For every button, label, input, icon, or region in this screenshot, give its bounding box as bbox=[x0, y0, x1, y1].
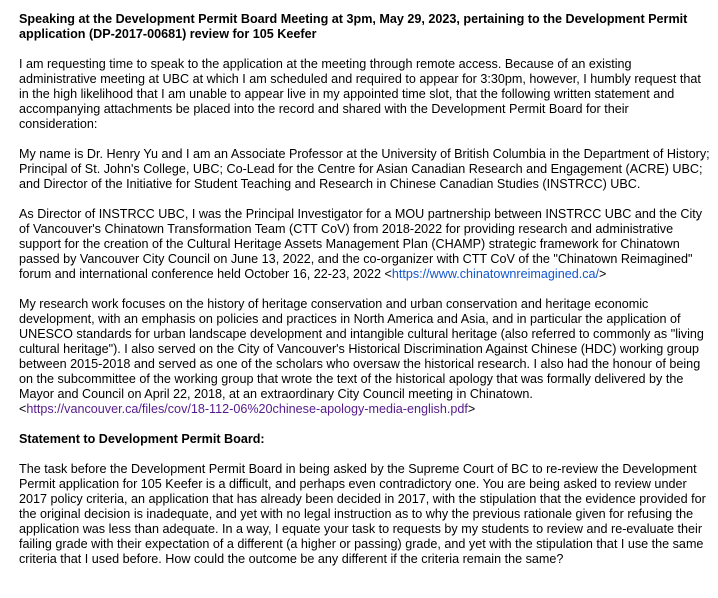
research-open: < bbox=[19, 402, 27, 416]
research-text: My research work focuses on the history of heritage conservation and urban conservation and heritage economic development, with an emphasis on policies and practices in North America and Asia, and in particular the application of UNESCO standards for urban landscape development and intangible cultural heritage (also referred to commonly as "living cultural heritage"). I also served on the City of Vancouver's Historical Discrimination Against Chinese (HDC) working group between 2015-2018 and served as one of the scholars who oversaw the historical research. I also had the honour of being on the subcommittee of the working group that wrote the text of the historical apology that was formally delivered by the Mayor and Council on April 22, 2018, at an extraordinary City Council meeting in Chinatown. bbox=[19, 297, 704, 401]
research-close: > bbox=[467, 402, 476, 416]
instrcc-text: As Director of INSTRCC UBC, I was the Principal Investigator for a MOU partnership between INSTRCC UBC and the City of Vancouver's Chinatown Transformation Team (CTT CoV) from 2018-2022 for providing research and administrative support for the creation of the Cultural Heritage Assets Management Plan (CHAMP) strategic framework for Chinatown passed by Vancouver City Council on June 13, 2022, and the co-organizer with CTT CoV of the "Chinatown Reimagined" forum and international conference held October 16, 22-23, 2022 < bbox=[19, 207, 703, 281]
document-title: Speaking at the Development Permit Board Meeting at 3pm, May 29, 2023, pertaining to the Development Permit application (DP-2017-00681) review for 105 Keefer bbox=[19, 12, 688, 41]
instrcc-close: > bbox=[599, 267, 607, 281]
research-paragraph bbox=[19, 297, 710, 417]
statement-heading: Statement to Development Permit Board: bbox=[19, 432, 265, 446]
instrcc-paragraph bbox=[19, 207, 710, 282]
statement-paragraph: The task before the Development Permit Board in being asked by the Supreme Court of BC to re-review the Development Permit application for 105 Keefer is a difficult, and perhaps even contradictory one. You are being asked to review under 2017 policy criteria, an application that has already been decided in 2017, with the stipulation that the evidence provided for the original decision is inadequate, and yet with no legal instruction as to why the previous rationale given for refusing the application was less than adequate. In a way, I equate your task to requests by my students to review and re-evaluate their failing grade with their expectation of a different (a higher or passing) grade, and yet with the stipulation that I use the same criteria that I used before. How could the outcome be any different if the criteria remain the same? bbox=[19, 462, 706, 566]
chinatown-reimagined-link[interactable]: https://www.chinatownreimagined.ca/ bbox=[391, 267, 600, 281]
apology-pdf-link[interactable]: https://vancouver.ca/files/cov/18-112-06%20chinese-apology-media-english.pdf bbox=[26, 402, 468, 416]
bio-paragraph: My name is Dr. Henry Yu and I am an Associate Professor at the University of British Columbia in the Department of History; Principal of St. John's College, UBC; Co-Lead for the Centre for Asian Canadian Research and Engagement (ACRE) UBC; and Director of the Initiative for Student Teaching and Research in Chinese Canadian Studies (INSTRCC) UBC. bbox=[19, 147, 710, 191]
intro-paragraph: I am requesting time to speak to the application at the meeting through remote access. Because of an existing administrative meeting at UBC at which I am scheduled and required to appear for 3:30pm, however, I humbly request that in the high likelihood that I am unable to appear live in my appointed time slot, that the following written statement and accompanying attachments be placed into the record and shared with the Development Permit Board for their consideration: bbox=[19, 57, 701, 131]
